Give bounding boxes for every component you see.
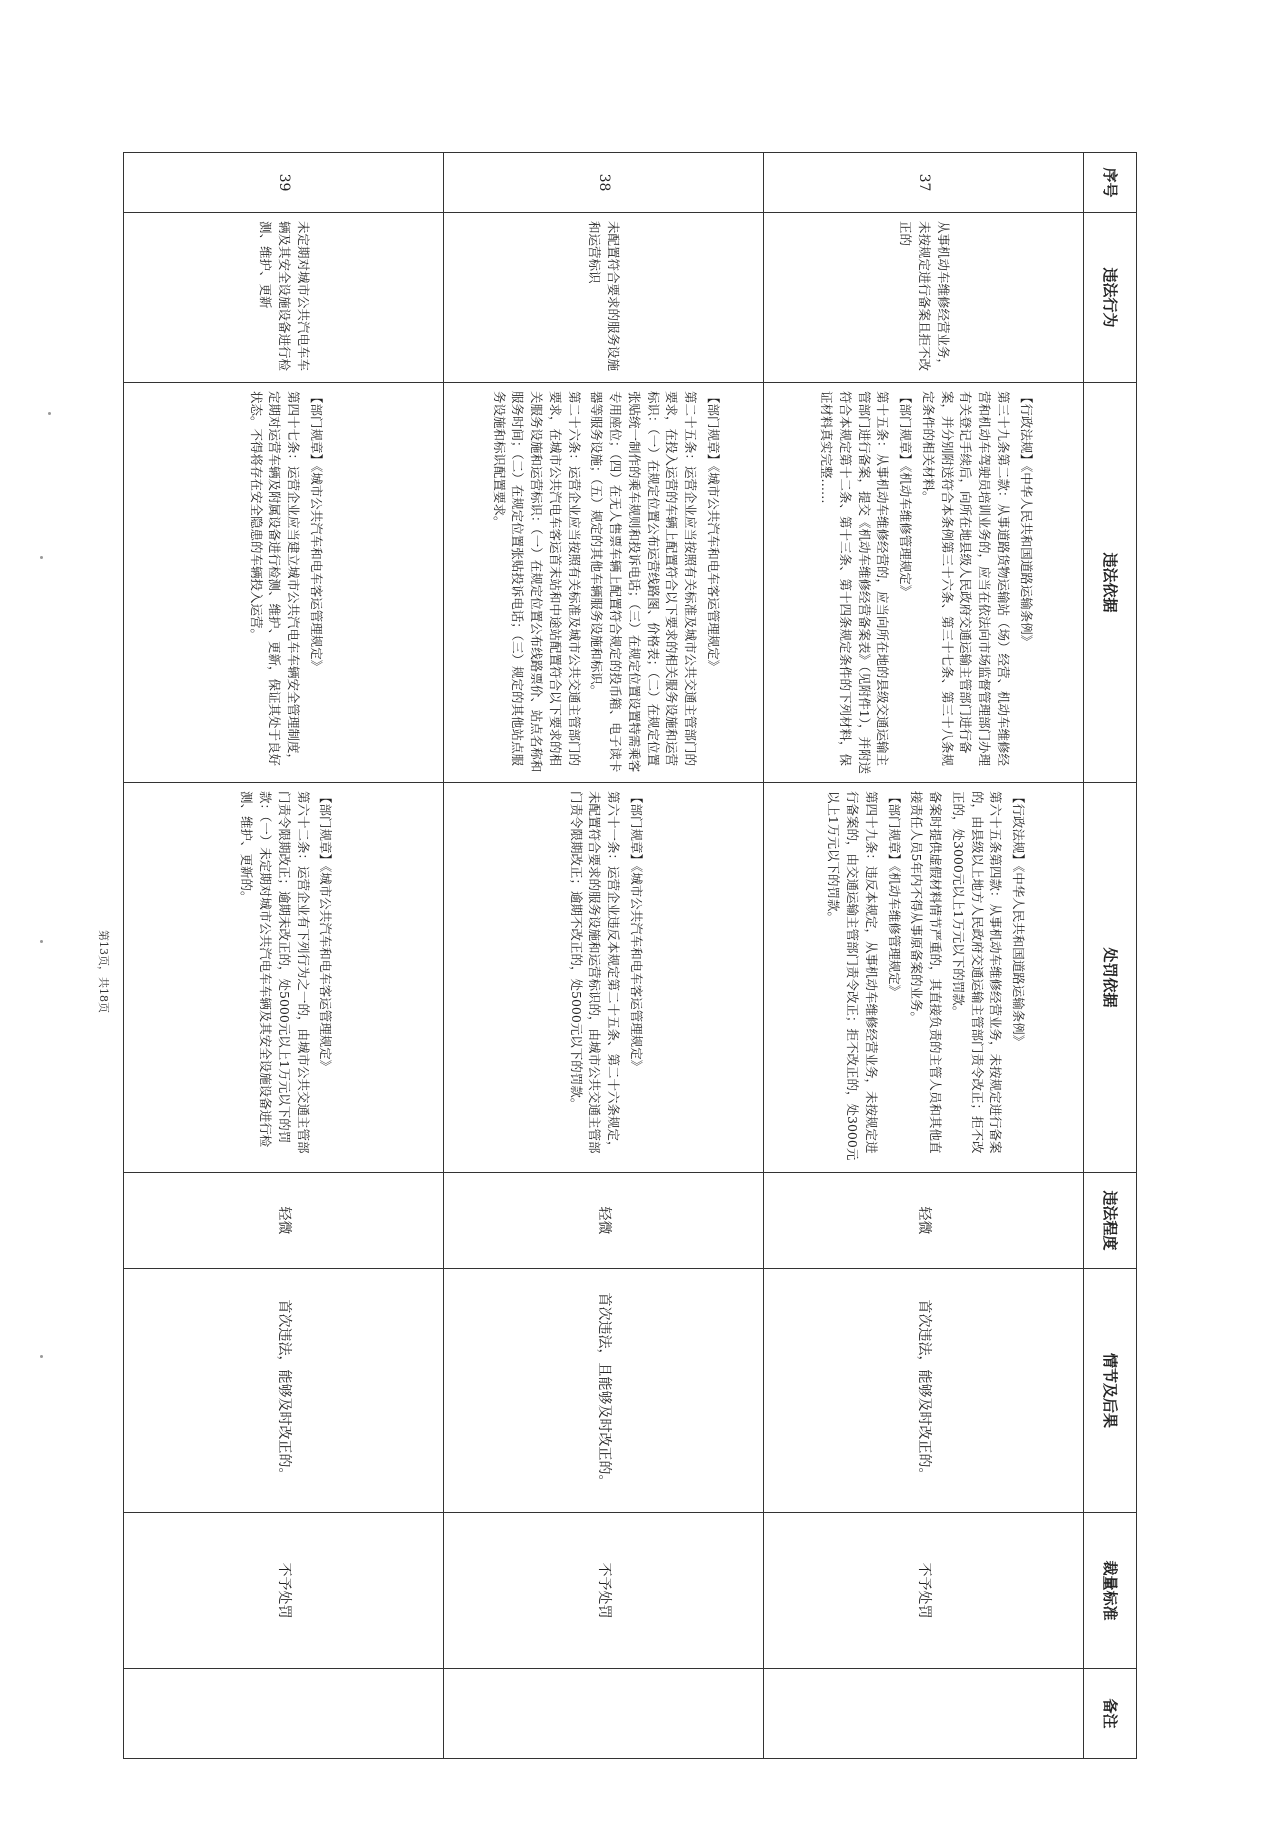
header-cell-violation-basis: 违法依据 [1084, 383, 1137, 783]
table-header-row [1084, 153, 1137, 1759]
penalty-paragraph: 第六十一条：运营企业违反本规定第二十五条、第二十六条规定，未配置符合要求的服务设施和运营标识的，由城市公共交通主管部门责令限期改正；逾期不改正的，处5000元以下的罚款。 [568, 791, 622, 1154]
header-cell-penalty-basis: 处罚依据 [1084, 783, 1137, 1173]
table-row [444, 153, 764, 1759]
header-cell-violation: 违法行为 [1084, 213, 1137, 383]
violation-act: 未配置符合要求的服务设施和运营标识 [444, 213, 764, 383]
remark [444, 1669, 764, 1759]
header-cell-remark: 备注 [1084, 1669, 1137, 1759]
circumstance: 首次违法，且能够及时改正的。 [444, 1269, 764, 1513]
basis-paragraph: 【行政法规】《中华人民共和国道路运输条例》 [1018, 391, 1034, 648]
violation-degree: 轻微 [124, 1173, 444, 1269]
penalty-paragraph: 第六十二条：运营企业有下列行为之一的，由城市公共交通主管部门责令限期改正；逾期未改正的，处5000元以上1万元以下的罚款：（一）未定期对城市公共汽电车车辆及其安全设施设备进行检测、维护、更新的。 [239, 791, 311, 1154]
basis-paragraph: 第二十六条：运营企业应当按照有关标准及城市公共交通主管部门的要求，在城市公共汽电车客运首末站和中途站配置符合以下要求的相关服务设施和运营标识：（一）在规定位置公布线路票价、站点名称和服务时间；（二）在规定位置张贴投诉电话；（三）规定的其他站点服务设施和标识配置要求。 [491, 391, 582, 773]
remark [124, 1669, 444, 1759]
page-number: 第13页，共18页 [97, 930, 110, 1013]
basis-paragraph: 【部门规章】《城市公共汽车和电车客运管理规定》 [309, 391, 324, 673]
violation-basis-cell [444, 383, 764, 783]
table-row [764, 153, 1084, 1759]
penalty-discretion-table [123, 152, 1137, 1759]
penalty-paragraph: 第六十五条第四款：从事机动车维修经营业务，未按规定进行备案的，由县级以上地方人民政府交通运输主管部门责令改正；拒不改正的，处3000元以上1万元以下的罚款。 [951, 791, 1004, 1154]
discretion-standard: 不予处罚 [444, 1513, 764, 1669]
penalty-basis-cell [764, 783, 1084, 1173]
row-number: 39 [124, 153, 444, 213]
scan-speck [48, 412, 51, 415]
header-cell-degree: 违法程度 [1084, 1173, 1137, 1269]
penalty-paragraph: 备案时提供虚假材料情节严重的，其直接负责的主管人员和其他直接责任人员5年内不得从事原备案的业务。 [909, 791, 944, 1154]
header-cell-circumstance: 情节及后果 [1084, 1269, 1137, 1513]
violation-degree: 轻微 [764, 1173, 1084, 1269]
penalty-paragraph: 【部门规章】《城市公共汽车和电车客运管理规定》 [318, 791, 334, 1073]
violation-basis-cell [124, 383, 444, 783]
basis-paragraph: 第十五条：从事机动车维修经营的，应当向所在地的县级交通运输主管部门进行备案，提交《机动车维修经营备案表》（见附件1），并附送符合本规定第十二条、第十三条、第十四条规定条件的下列材料，保证材料真实完整…… [819, 391, 891, 774]
penalty-basis-cell [124, 783, 444, 1173]
table-row [124, 153, 444, 1759]
penalty-paragraph: 【部门规章】《城市公共汽车和电车客运管理规定》 [629, 791, 644, 1073]
circumstance: 首次违法，能够及时改正的。 [764, 1269, 1084, 1513]
circumstance: 首次违法，能够及时改正的。 [124, 1269, 444, 1513]
scan-speck [40, 1355, 43, 1358]
violation-act: 未定期对城市公共汽电车车辆及其安全设施设备进行检测、维护、更新 [124, 213, 444, 383]
header-cell-standard: 裁量标准 [1084, 1513, 1137, 1669]
basis-paragraph: 第四十七条：运营企业应当建立城市公共汽电车车辆安全管理制度，定期对运营车辆及附属设备进行检测、维护、更新，保证其处于良好状态。不得将存在安全隐患的车辆投入运营。 [248, 391, 302, 767]
row-number: 37 [764, 153, 1084, 213]
basis-paragraph: 第三十九条第二款：从事道路货物运输站（场）经营、机动车维修经营和机动车驾驶员培训业务的，应当在依法向市场监督管理部门办理有关登记手续后，向所在地县级人民政府交通运输主管部门进行备案，并分别附送符合本条例第三十六条、第三十七条、第三十八条规定条件的相关材料。 [920, 391, 1011, 767]
header-cell-number: 序号 [1084, 153, 1137, 213]
violation-basis-cell [764, 383, 1084, 783]
penalty-paragraph: 【行政法规】《中华人民共和国道路运输条例》 [1011, 791, 1027, 1048]
discretion-standard: 不予处罚 [764, 1513, 1084, 1669]
discretion-standard: 不予处罚 [124, 1513, 444, 1669]
basis-paragraph: 【部门规章】《机动车维修管理规定》 [898, 391, 914, 598]
violation-degree: 轻微 [444, 1173, 764, 1269]
scan-speck [40, 940, 43, 943]
row-number: 38 [444, 153, 764, 213]
basis-paragraph: 【部门规章】《城市公共汽车和电车客运管理规定》 [706, 391, 721, 673]
scan-speck [40, 556, 43, 559]
penalty-basis-cell [444, 783, 764, 1173]
penalty-paragraph: 【部门规章】《机动车维修管理规定》 [886, 791, 902, 998]
violation-act: 从事机动车维修经营业务，未按规定进行备案且拒不改正的 [764, 213, 1084, 383]
remark [764, 1669, 1084, 1759]
penalty-paragraph: 第四十九条：违反本规定，从事机动车维修经营业务，未按规定进行备案的，由交通运输主管部门责令改正；拒不改正的，处3000元以上1万元以下的罚款。 [826, 791, 879, 1161]
basis-paragraph: 第二十五条：运营企业应当按照有关标准及城市公共交通主管部门的要求，在投入运营的车辆上配置符合以下要求的相关服务设施和运营标识：（一）在规定位置公布运营线路图、价格表；（二）在规定位置张贴统一制作的乘车规则和投诉电话；（三）在规定位置设置特需乘客专用座位；（四）在无人售票车辆上配置符合规定的投币箱、电子读卡器等服务设施；（五）规定的其他车辆服务设施和标识。 [589, 391, 699, 773]
